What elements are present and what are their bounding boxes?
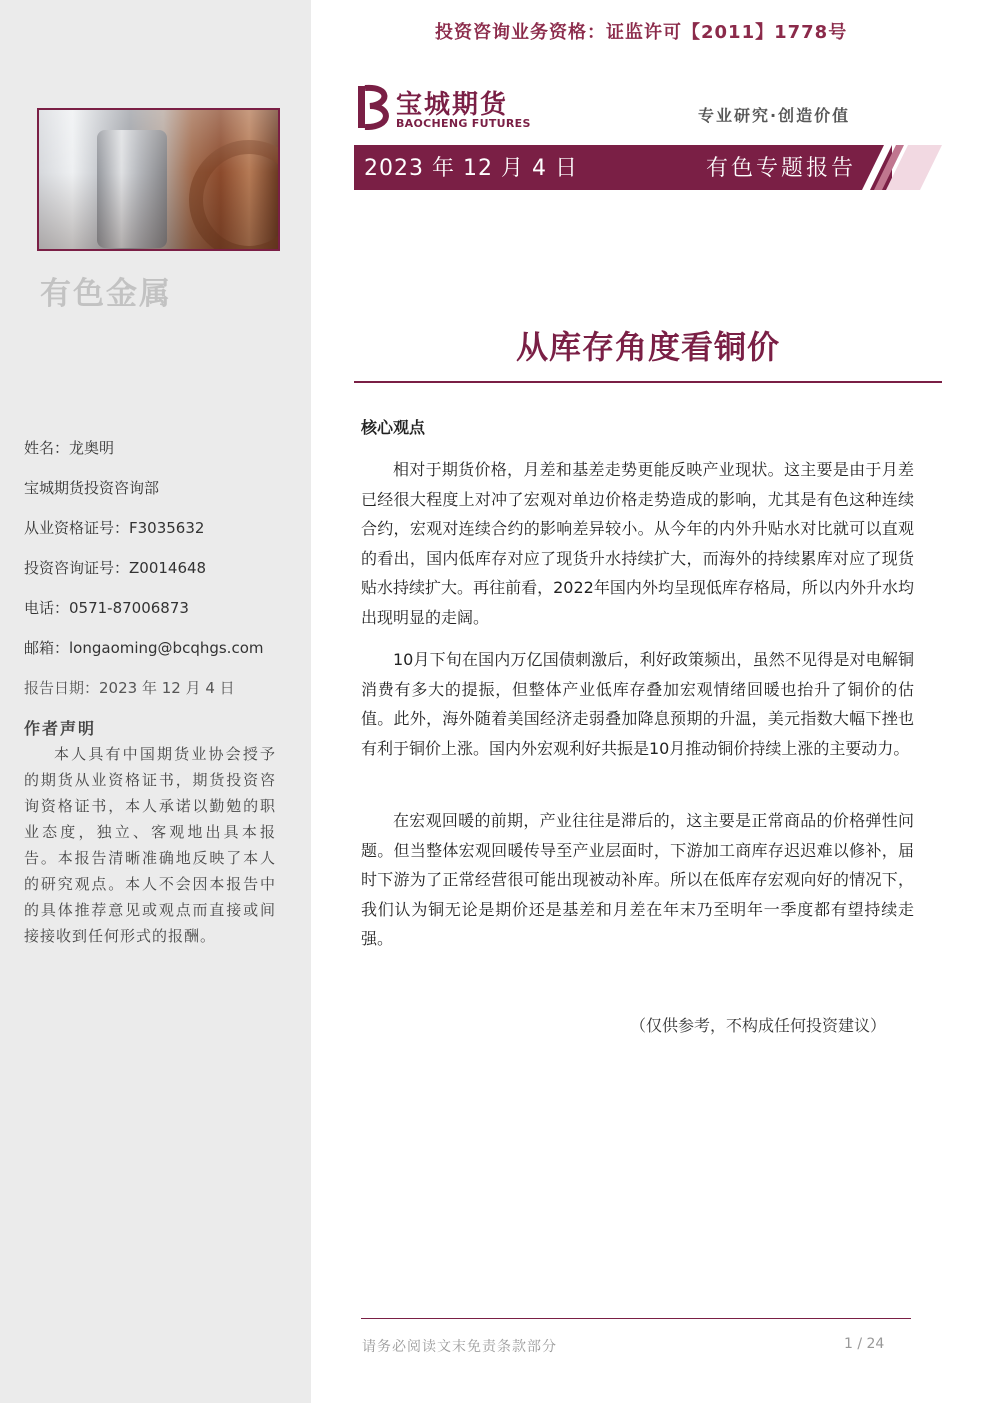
logo-text-cn: 宝城期货: [396, 90, 509, 120]
title-divider: [354, 381, 942, 383]
category-label: 有色金属: [40, 276, 172, 312]
advisory-number: 投资咨询证号：Z0014648: [24, 559, 207, 577]
sidebar: [0, 0, 311, 1403]
qualification-number: 从业资格证号：F3035632: [24, 519, 205, 537]
footer-note: 请务必阅读文末免责条款部分: [362, 1339, 557, 1355]
paragraph-3: 在宏观回暖的前期，产业往往是滞后的，这主要是正常商品的价格弹性问题。但当整体宏观回暖传导至产业层面时，下游加工商库存迟迟难以修补，届时下游为了正常经营很可能出现被动补库。所以在低库存宏观向好的情况下，我们认为铜无论是期价还是基差和月差在年末乃至明年一季度都有望持续走强。: [361, 811, 914, 948]
footer-divider: [361, 1318, 911, 1319]
banner-date: 2023 年 12 月 4 日: [364, 156, 578, 181]
banner-stripes-decoration: [862, 145, 942, 190]
declaration-body: 本人具有中国期货业协会授予的期货从业资格证书，期货投资咨询资格证书，本人承诺以勤勉的职业态度，独立、客观地出具本报告。本报告清晰准确地反映了本人的研究观点。本人不会因本报告中的具体推荐意见或观点而直接或间接接收到任何形式的报酬。: [24, 745, 276, 945]
author-name: 姓名：龙奥明: [24, 439, 115, 457]
department: 宝城期货投资咨询部: [24, 479, 160, 497]
license-statement: 投资咨询业务资格：证监许可【2011】1778号: [435, 22, 848, 43]
declaration-title: 作者声明: [24, 719, 97, 738]
phone: 电话：0571-87006873: [24, 599, 189, 617]
slogan: 专业研究·创造价值: [698, 106, 851, 125]
report-type: 有色专题报告: [706, 156, 857, 181]
page-number: 1 / 24: [844, 1336, 885, 1352]
cover-photo: [37, 108, 280, 251]
disclaimer-note: （仅供参考，不构成任何投资建议）: [630, 1016, 887, 1035]
report-date: 报告日期：2023 年 12 月 4 日: [24, 679, 235, 697]
logo-text-en: BAOCHENG FUTURES: [396, 117, 531, 130]
report-title: 从库存角度看铜价: [515, 328, 780, 366]
baocheng-logo-icon: [356, 84, 392, 130]
paragraph-2: 10月下旬在国内万亿国债刺激后，利好政策频出，虽然不见得是对电解铜消费有多大的提振，但整体产业低库存叠加宏观情绪回暖也抬升了铜价的估值。此外，海外随着美国经济走弱叠加降息预期的升温，美元指数大幅下挫也有利于铜价上涨。国内外宏观利好共振是10月推动铜价持续上涨的主要动力。: [361, 650, 914, 758]
paragraph-1: 相对于期货价格，月差和基差走势更能反映产业现状。这主要是由于月差已经很大程度上对冲了宏观对单边价格走势造成的影响，尤其是有色这种连续合约，宏观对连续合约的影响差异较小。从今年的内外升贴水对比就可以直观的看出，国内低库存对应了现货升水持续扩大，而海外的持续累库对应了现货贴水持续扩大。再往前看，2022年国内外均呈现低库存格局，所以内外升水均出现明显的走阔。: [361, 460, 914, 627]
section-heading: 核心观点: [361, 418, 426, 437]
email[interactable]: 邮箱：longaoming@bcqhgs.com: [24, 639, 264, 657]
